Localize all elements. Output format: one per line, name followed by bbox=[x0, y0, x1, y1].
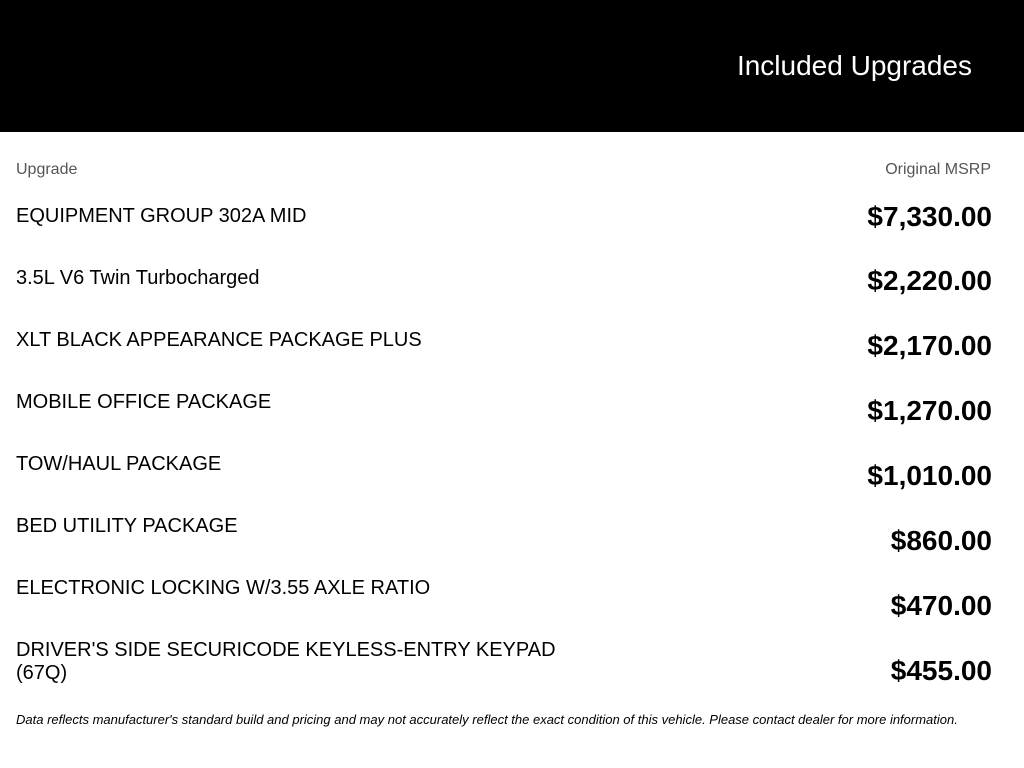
upgrade-price: $1,270.00 bbox=[867, 395, 992, 426]
upgrade-name: BED UTILITY PACKAGE bbox=[16, 515, 238, 537]
upgrade-name: TOW/HAUL PACKAGE bbox=[16, 453, 222, 475]
upgrade-price: $470.00 bbox=[890, 590, 992, 621]
upgrade-name: ELECTRONIC LOCKING W/3.55 AXLE RATIO bbox=[16, 577, 431, 599]
upgrade-name: DRIVER'S SIDE SECURICODE KEYLESS-ENTRY KEYPAD (67Q) bbox=[16, 639, 556, 684]
upgrade-name: EQUIPMENT GROUP 302A MID bbox=[16, 205, 307, 227]
column-header-msrp: Original MSRP bbox=[885, 161, 991, 178]
disclaimer-text: Data reflects manufacturer's standard build and pricing and may not accurately reflect the exact condition of this vehicle. Please contact dealer for more information. bbox=[16, 712, 958, 727]
upgrade-price: $7,330.00 bbox=[867, 201, 992, 232]
column-header-upgrade: Upgrade bbox=[16, 161, 78, 178]
header-bar bbox=[0, 0, 1024, 132]
upgrade-price: $2,170.00 bbox=[867, 330, 992, 361]
upgrade-name: XLT BLACK APPEARANCE PACKAGE PLUS bbox=[16, 329, 422, 351]
upgrade-price: $1,010.00 bbox=[867, 460, 992, 491]
upgrade-price: $860.00 bbox=[890, 525, 992, 556]
upgrade-price: $2,220.00 bbox=[867, 265, 992, 296]
upgrade-price: $455.00 bbox=[890, 655, 992, 686]
upgrade-name: MOBILE OFFICE PACKAGE bbox=[16, 391, 272, 413]
upgrade-name: 3.5L V6 Twin Turbocharged bbox=[16, 267, 260, 289]
page-title: Included Upgrades bbox=[736, 50, 972, 81]
